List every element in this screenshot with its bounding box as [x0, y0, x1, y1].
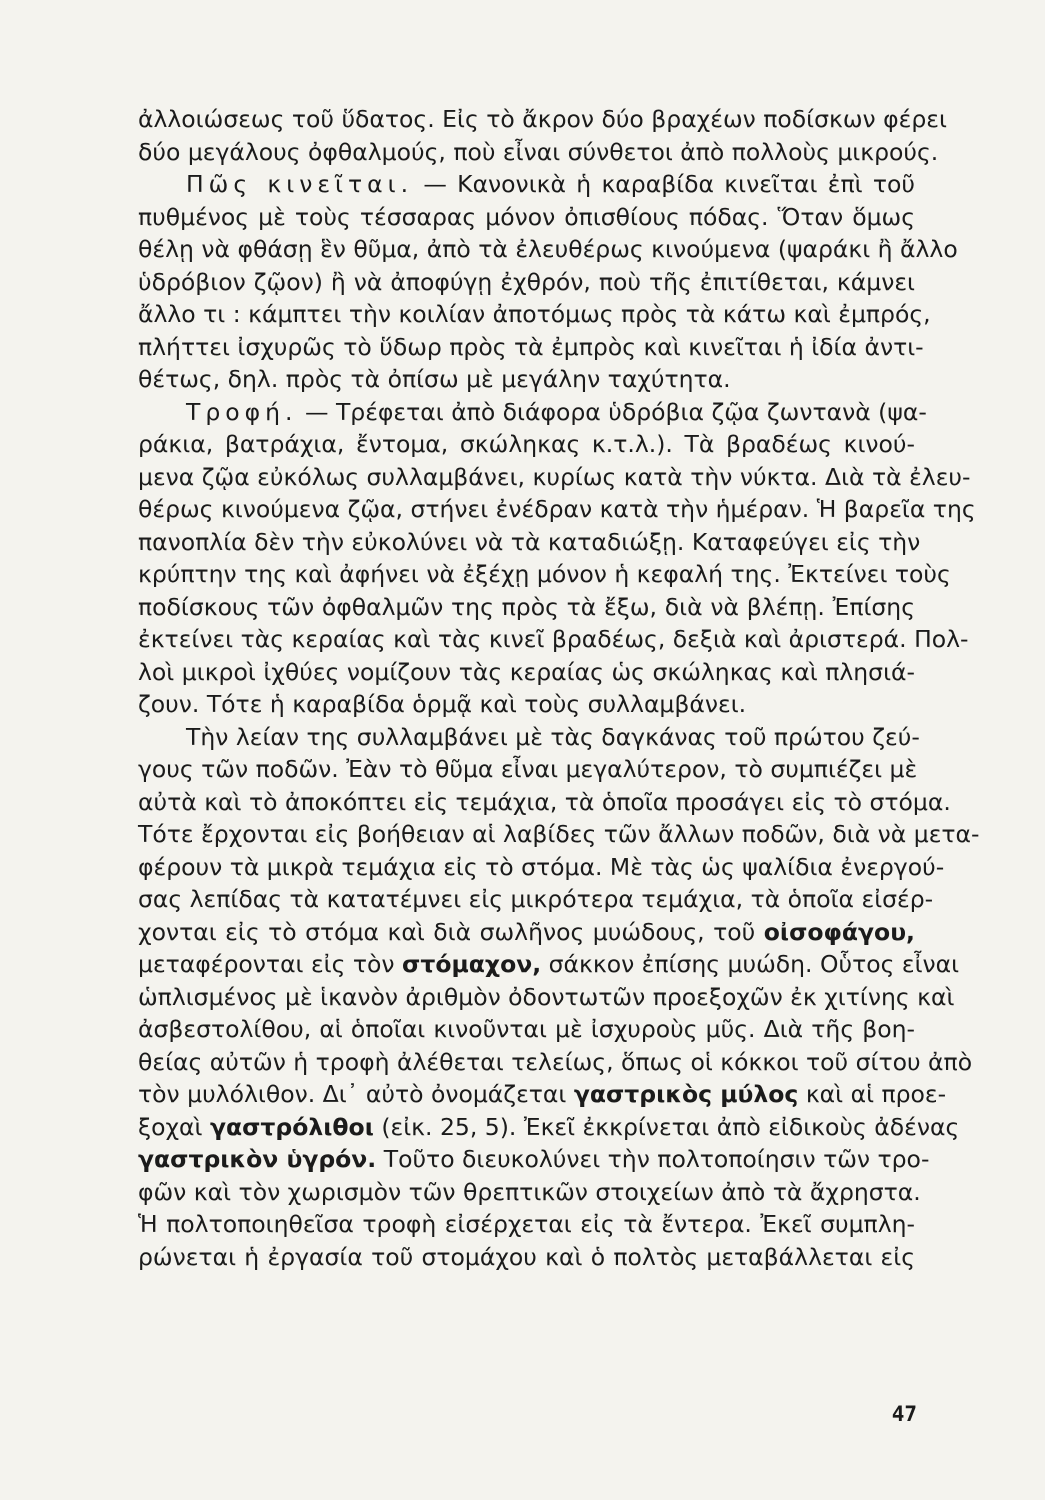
term-gastric-mill: γαστρικὸς μύλος — [573, 1080, 799, 1108]
text-line — [138, 1143, 930, 1176]
text-line: λοὶ μικροὶ ἰχθύες νομίζουν τὰς κεραίας ὡς σκώληκας καὶ πλησιά- — [138, 657, 915, 686]
text-line: ἀλλοιώσεως τοῦ ὕδατος. Εἰς τὸ ἄκρον δύο βραχέων ποδίσκων φέρει — [138, 105, 947, 133]
text-line: θέρως κινούμενα ζῷα, στήνει ἐνέδραν κατὰ τὴν ἡμέραν. Ἡ βαρεῖα της — [138, 495, 976, 523]
text-line: κρύπτην της καὶ ἀφήνει νὰ ἐξέχῃ μόνον ἡ κεφαλή της. Ἐκτείνει τοὺς — [138, 560, 951, 588]
text-line — [138, 168, 915, 201]
text-line: ἐκτείνει τὰς κεραίας καὶ τὰς κινεῖ βραδέως, δεξιὰ καὶ ἀριστερά. Πολ- — [138, 625, 969, 653]
text-line — [138, 916, 915, 949]
section-heading-movement: Πῶς κινεῖται. — [186, 170, 414, 198]
text-fragment: (εἰκ. 25, 5). Ἐκεῖ ἐκκρίνεται ἀπὸ εἰδικοὺς ἀδένας — [373, 1112, 960, 1141]
text-line: ὑδρόβιον ζῷον) ἢ νὰ ἀποφύγῃ ἐχθρόν, ποὺ τῆς ἐπιτίθεται, κάμνει — [138, 267, 915, 296]
text-line: θέτως, δηλ. πρὸς τὰ ὀπίσω μὲ μεγάλην ταχύτητα. — [138, 365, 731, 393]
text-line: θείας αὐτῶν ἡ τροφὴ ἀλέθεται τελείως, ὅπως οἱ κόκκοι τοῦ σίτου ἀπὸ — [138, 1047, 973, 1076]
text-line: ἄλλο τι : κάμπτει τὴν κοιλίαν ἀποτόμως πρὸς τὰ κάτω καὶ ἐμπρός, — [138, 300, 931, 328]
text-fragment: ξοχαὶ — [138, 1112, 210, 1141]
text-line: σας λεπίδας τὰ κατατέμνει εἰς μικρότερα τεμάχια, τὰ ὁποῖα εἰσέρ- — [138, 885, 934, 913]
page-number: 47 — [891, 1402, 917, 1426]
text-line — [138, 948, 960, 981]
text-line: ρώνεται ἡ ἐργασία τοῦ στομάχου καὶ ὁ πολτὸς μεταβάλλεται εἰς — [138, 1242, 915, 1271]
text-fragment: καὶ αἱ προε- — [798, 1080, 947, 1108]
text-fragment: τὸν μυλόλιθον. Δι᾽ αὐτὸ ὀνομάζεται — [138, 1080, 574, 1108]
text-line: φῶν καὶ τὸν χωρισμὸν τῶν θρεπτικῶν στοιχείων ἀπὸ τὰ ἄχρηστα. — [138, 1177, 921, 1206]
term-oesophagus: οἰσοφάγου, — [763, 917, 915, 946]
text-line: θέλῃ νὰ φθάσῃ ἓν θῦμα, ἀπὸ τὰ ἐλευθέρως κινούμενα (ψαράκι ἢ ἄλλο — [138, 235, 958, 263]
text-line: ποδίσκους τῶν ὀφθαλμῶν της πρὸς τὰ ἔξω, διὰ νὰ βλέπῃ. Ἐπίσης — [138, 592, 915, 621]
term-gastric-juice: γαστρικὸν ὑγρόν. — [138, 1145, 377, 1173]
term-stomach: στόμαχον, — [402, 950, 542, 978]
text-line — [138, 1078, 947, 1111]
text-fragment: — Τρέφεται ἀπὸ διάφορα ὑδρόβια ζῷα ζωντανὰ (ψα- — [297, 397, 927, 426]
text-line: πυθμένος μὲ τοὺς τέσσαρας μόνον ὀπισθίους πόδας. Ὅταν ὅμως — [138, 202, 915, 231]
text-line: Τὴν λείαν της συλλαμβάνει μὲ τὰς δαγκάνας τοῦ πρώτου ζεύ- — [186, 722, 920, 751]
text-line — [138, 396, 927, 429]
text-line: πανοπλία δὲν τὴν εὐκολύνει νὰ τὰ καταδιώξῃ. Καταφεύγει εἰς τὴν — [138, 527, 921, 556]
text-line: φέρουν τὰ μικρὰ τεμάχια εἰς τὸ στόμα. Μὲ τὰς ὡς ψαλίδια ἐνεργού- — [138, 852, 945, 881]
text-line: ἀσβεστολίθου, αἱ ὁποῖαι κινοῦνται μὲ ἰσχυροὺς μῦς. Διὰ τῆς βοη- — [138, 1015, 915, 1043]
text-fragment: μεταφέρονται εἰς τὸν — [138, 950, 403, 978]
text-line: ράκια, βατράχια, ἔντομα, σκώληκας κ.τ.λ.). Τὰ βραδέως κινού- — [138, 430, 915, 458]
text-line: αὐτὰ καὶ τὸ ἀποκόπτει εἰς τεμάχια, τὰ ὁποῖα προσάγει εἰς τὸ στόμα. — [138, 787, 951, 816]
text-line: πλήττει ἰσχυρῶς τὸ ὕδωρ πρὸς τὰ ἐμπρὸς καὶ κινεῖται ἡ ἰδία ἀντι- — [138, 332, 924, 361]
text-line: ὡπλισμένος μὲ ἱκανὸν ἀριθμὸν ὀδοντωτῶν προεξοχῶν ἐκ χιτίνης καὶ — [138, 982, 955, 1011]
term-gastroliths: γαστρόλιθοι — [209, 1112, 374, 1141]
text-fragment: σάκκον ἐπίσης μυώδη. Οὗτος εἶναι — [541, 950, 960, 978]
body-text — [138, 103, 980, 1273]
text-line: μενα ζῷα εὐκόλως συλλαμβάνει, κυρίως κατὰ τὴν νύκτα. Διὰ τὰ ἐλευ- — [138, 462, 971, 491]
text-fragment: — Κανονικὰ ἡ καραβίδα κινεῖται ἐπὶ τοῦ — [413, 170, 915, 198]
section-heading-food: Τροφή. — [186, 397, 298, 426]
text-fragment: Τοῦτο διευκολύνει τὴν πολτοποίησιν τῶν τρο- — [376, 1145, 930, 1173]
text-line: Τότε ἔρχονται εἰς βοήθειαν αἱ λαβίδες τῶν ἄλλων ποδῶν, διὰ νὰ μετα- — [138, 820, 980, 848]
text-line: γους τῶν ποδῶν. Ἐὰν τὸ θῦμα εἶναι μεγαλύτερον, τὸ συμπιέζει μὲ — [138, 755, 918, 783]
text-line: Ἡ πολτοποιηθεῖσα τροφὴ εἰσέρχεται εἰς τὰ ἔντερα. Ἐκεῖ συμπλη- — [138, 1210, 915, 1238]
text-line: ζουν. Τότε ἡ καραβίδα ὁρμᾷ καὶ τοὺς συλλαμβάνει. — [138, 690, 747, 718]
text-fragment: χονται εἰς τὸ στόμα καὶ διὰ σωλῆνος μυώδους, τοῦ — [138, 917, 764, 946]
text-line — [138, 1111, 960, 1144]
text-line: δύο μεγάλους ὀφθαλμούς, ποὺ εἶναι σύνθετοι ἀπὸ πολλοὺς μικρούς. — [138, 137, 939, 166]
